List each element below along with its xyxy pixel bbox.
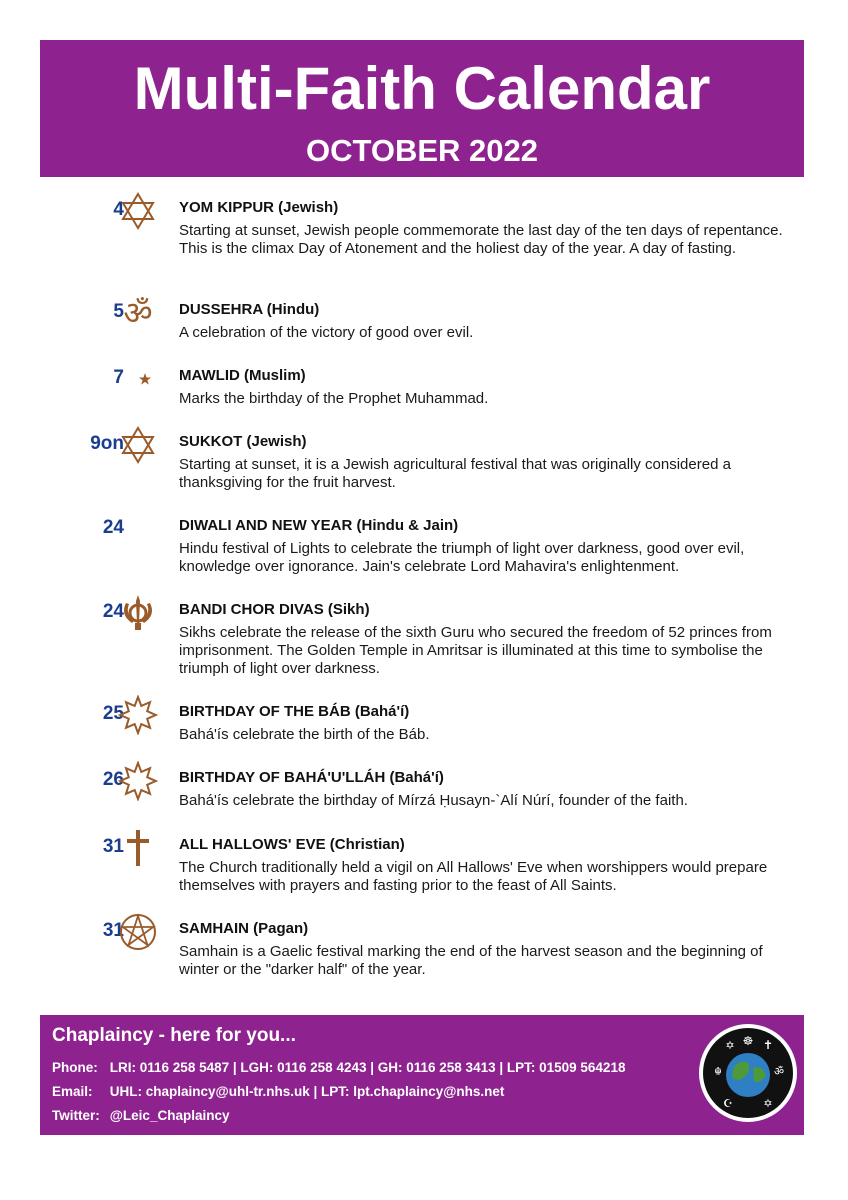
event-title: DIWALI AND NEW YEAR (Hindu & Jain) <box>179 517 459 534</box>
twitter-handle[interactable]: @Leic_Chaplaincy <box>109 1108 230 1123</box>
event-description: Sikhs celebrate the release of the sixth Guru who secured the freedom of 52 princes from imprisonment. The Golden Temple in Amritsar is illuminated at this time to symbolise the triumph of light over darkness. <box>179 624 772 677</box>
pentacle-icon <box>118 912 158 952</box>
event-day: 24 <box>102 601 124 622</box>
event-day: 7 <box>113 367 124 388</box>
event-title: SUKKOT (Jewish) <box>179 433 307 450</box>
event-title: MAWLID (Muslim) <box>179 367 306 384</box>
event-title: SAMHAIN (Pagan) <box>179 920 309 937</box>
multi-faith-globe-icon <box>698 1023 798 1123</box>
footer-banner <box>40 1015 804 1135</box>
event-day: 5 <box>113 301 124 322</box>
nine-point-star-icon <box>118 695 158 735</box>
svg-text:ॐ: ॐ <box>123 294 153 332</box>
event-title: ALL HALLOWS' EVE (Christian) <box>179 836 405 853</box>
event-description: A celebration of the victory of good over evil. <box>179 324 474 341</box>
header-banner <box>40 40 804 177</box>
svg-text:☬: ☬ <box>714 1065 722 1078</box>
event-description: Samhain is a Gaelic festival marking the end of the harvest season and the beginning of winter or the "darker half" of the year. <box>179 943 763 978</box>
svg-text:✡: ✡ <box>763 1097 773 1110</box>
event-day: 26 <box>102 769 124 790</box>
svg-text:☸: ☸ <box>742 1034 754 1048</box>
event-title: BIRTHDAY OF THE BÁB (Bahá'í) <box>179 703 410 720</box>
event-description: Bahá'ís celebrate the birth of the Báb. <box>179 726 430 743</box>
svg-text:✡: ✡ <box>725 1039 735 1052</box>
crescent-star-icon <box>118 359 158 399</box>
event-title: BANDI CHOR DIVAS (Sikh) <box>179 601 370 618</box>
event-day: 24 <box>102 517 124 538</box>
event-day: 31 <box>102 920 124 941</box>
month-subtitle: OCTOBER 2022 <box>305 133 538 168</box>
event-day: 31 <box>102 836 124 857</box>
footer-tagline: Chaplaincy - here for you... <box>52 1025 296 1046</box>
page-title: Multi-Faith Calendar <box>133 55 711 122</box>
footer-email-row <box>52 1084 504 1099</box>
phone-numbers: LRI: 0116 258 5487 | LGH: 0116 258 4243 | GH: 0116 258 3413 | LPT: 01509 564218 <box>109 1060 626 1075</box>
khanda-icon <box>118 593 158 633</box>
event-day: 4 <box>113 199 124 220</box>
twitter-label: Twitter: <box>52 1108 100 1123</box>
event-description: The Church traditionally held a vigil on All Hallows' Eve when worshippers would prepare themselves with prayers and fasting prior to the feast of All Saints. <box>179 859 768 894</box>
event-description: Starting at sunset, it is a Jewish agricultural festival that was originally considered a thanksgiving for the fruit harvest. <box>179 456 731 491</box>
star-of-david-icon <box>118 425 158 465</box>
svg-text:✝: ✝ <box>762 1038 774 1052</box>
event-title: DUSSEHRA (Hindu) <box>179 301 320 318</box>
footer-phone-row <box>52 1060 625 1075</box>
event-description: Bahá'ís celebrate the birthday of Mírzá Ḥusayn-`Alí Núrí, founder of the faith. <box>179 792 688 809</box>
event-day: 25 <box>102 703 124 724</box>
event-day: 9on <box>90 433 124 454</box>
event-description: Marks the birthday of the Prophet Muhammad. <box>179 390 489 407</box>
event-description: Starting at sunset, Jewish people commemorate the last day of the ten days of repentance. This is the climax Day of Atonement and the holiest day of the year. A day of fasting. <box>179 222 783 257</box>
event-title: YOM KIPPUR (Jewish) <box>179 199 339 216</box>
svg-text:ॐ: ॐ <box>773 1065 785 1078</box>
footer-twitter-row <box>52 1108 229 1123</box>
svg-text:☪: ☪ <box>723 1097 733 1110</box>
star-of-david-icon <box>118 191 158 231</box>
event-description: Hindu festival of Lights to celebrate the triumph of light over darkness, good over evil, knowledge over ignorance. Jain's celebrate Lord Mahavira's enlightenment. <box>179 540 745 575</box>
cross-icon <box>118 828 158 868</box>
phone-label: Phone: <box>52 1060 98 1075</box>
nine-point-star-icon <box>118 761 158 801</box>
event-title: BIRTHDAY OF BAHÁ'U'LLÁH (Bahá'í) <box>179 769 444 786</box>
email-addresses[interactable]: UHL: chaplaincy@uhl-tr.nhs.uk | LPT: lpt.chaplaincy@nhs.net <box>109 1084 505 1099</box>
email-label: Email: <box>52 1084 93 1099</box>
om-icon <box>118 293 158 333</box>
